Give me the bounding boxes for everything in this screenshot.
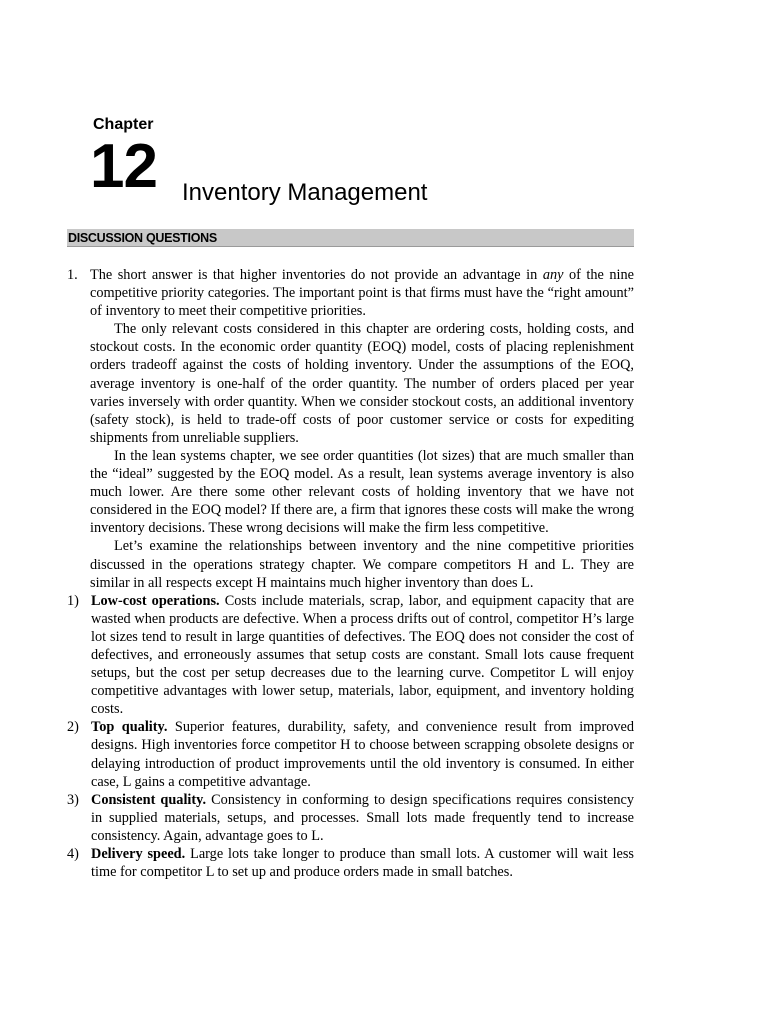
chapter-title: Inventory Management [182,179,428,206]
list-item-text: Large lots take longer to produce than small lots. A customer will wait less time for competitor L to set up and produce orders made in small batches. [91,846,634,881]
paragraph-1-text-a: The short answer is that higher inventories do not provide an advantage in [90,267,543,283]
section-heading: DISCUSSION QUESTIONS [68,231,217,245]
paragraph-2: The only relevant costs considered in this chapter are ordering costs, holding costs, and stockout costs. In the economic order quantity (EOQ) model, costs of placing replenishment orders tradeoff against the costs of holding inventory. Under the assumptions of the EOQ, average inventory is one-half of the order quantity. The number of orders placed per year varies inversely with order quantity. When we consider stockout costs, an additional inventory (safety stock), is held to trade-off costs of poor customer service or costs for expediting shipments from unreliable suppliers. [90,321,634,446]
list-item-number: 4) [67,846,79,862]
emphasis-any: any [542,267,564,283]
list-item-text: Consistency in conforming to design specifications requires consistency in supplied materials, setups, and processes. Small lots made frequently tend to increase consistency. Again, advantage goes to L. [91,791,634,844]
list-item-lead: Low-cost operations. [91,592,220,609]
list-item [67,791,634,845]
chapter-number: 12 [90,132,157,201]
list-item-text: Superior features, durability, safety, and convenience result from improved designs. High inventories force competitor H to choose between scrapping obsolete designs or delaying introduction of product improvements until the old inventory is consumed. In either case, L gains a competitive advantage. [91,719,635,790]
question-number: 1. [67,267,78,283]
paragraph-3: In the lean systems chapter, we see order quantities (lot sizes) that are much smaller than the “ideal” suggested by the EOQ model. As a result, lean systems average inventory is also much lower. Are there some other relevant costs of holding inventory that we have not considered in the EOQ model? If there are, a firm that ignores these costs will make the wrong inventory decisions. These wrong decisions will make the firm less competitive. [90,447,634,537]
paragraph-4: Let’s examine the relationships between inventory and the nine competitive priorities discussed in the operations strategy chapter. We compare competitors H and L. They are similar in all respects except H maintains much higher inventory than does L. [90,538,634,591]
list-item [67,592,634,719]
paragraph-1 [90,266,634,320]
list-item-number: 3) [67,791,79,808]
list-item-lead: Top quality. [91,719,168,736]
section-heading-bar [67,229,634,247]
chapter-label: Chapter [93,116,154,133]
list-item-text: Costs include materials, scrap, labor, and equipment capacity that are wasted when products are defective. When a process drifts out of control, competitor H’s large lot sizes tend to result in large quantities of defectives. The EOQ does not consider the cost of defectives, and erroneously assumes that setup costs are constant. Small lots cause frequent setups, but the cost per setup decreases due to the learning curve. Competitor L will enjoy competitive advantages with lower setup, materials, labor, equipment, and inventory holding costs. [91,592,634,718]
discussion-questions-body [67,266,634,881]
list-item-number: 2) [67,719,79,736]
question-1 [67,266,634,592]
list-item-lead: Consistent quality. [91,791,207,808]
list-item-number: 1) [67,592,79,609]
list-item-lead: Delivery speed. [91,846,186,862]
competitive-priorities-list [67,592,634,882]
list-item [67,845,634,881]
list-item [67,718,634,790]
paragraph-1-text-b: of the nine competitive priority categories. The important point is that firms must have the “right amount” of inventory to meet their competitive priorities. [90,267,634,320]
